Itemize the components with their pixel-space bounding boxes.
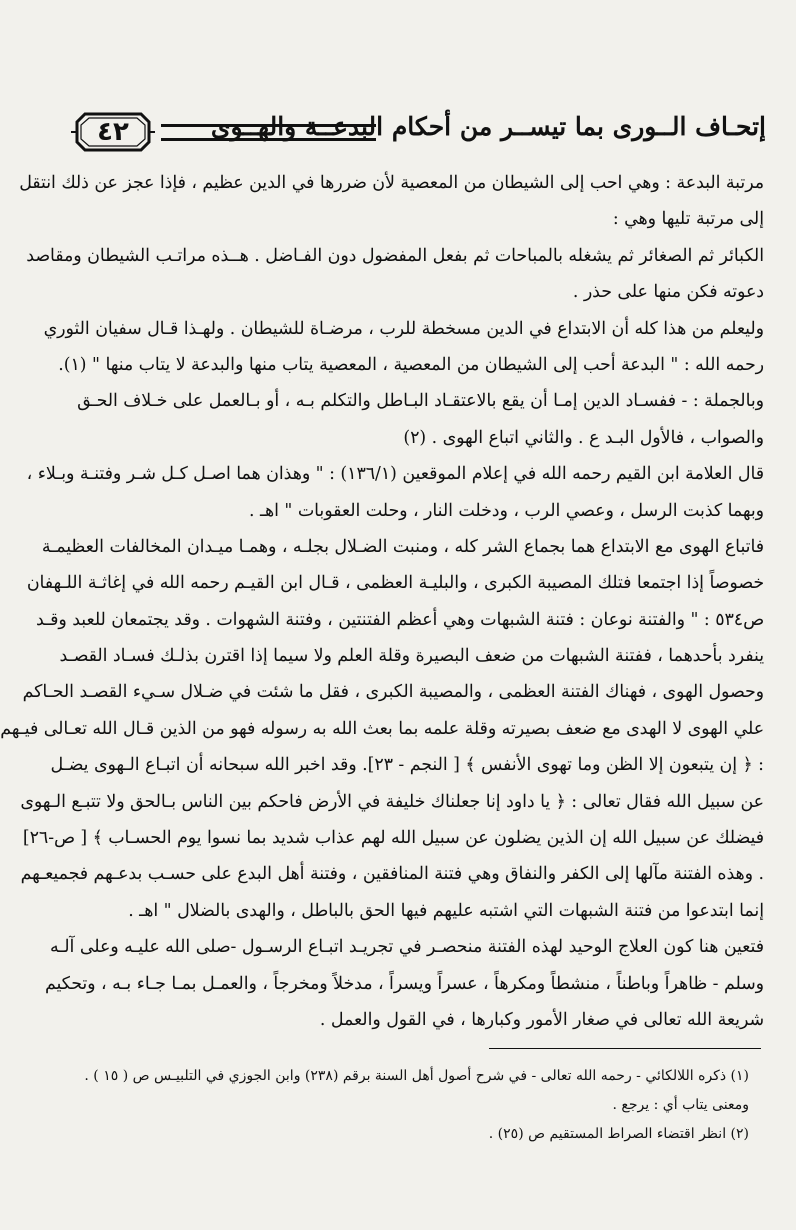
footnote-divider [489,1048,761,1049]
text-line: خصوصاً إذا اجتمعا فتلك المصيبة الكبرى ، والبليـة العظمى ، قـال ابن القيـم رحمه الله في إغاثـة اللـهفان [26,573,764,594]
text-line: إنما ابتدعوا من فتنة الشبهات التي اشتبه عليهم فيها الحق بالباطل ، والهدى بالضلال " اهـ . [128,900,764,921]
text-line: رحمه الله : " البدعة أحب إلى الشيطان من المعصية ، المعصية يتاب منها والبدعة لا يتاب منها " (١). [58,354,764,375]
text-line: وسلم - ظاهراً وباطناً ، منشطاً ومكرهاً ، عسراً ويسراً ، مدخلاً ومخرجاً ، والعمـل بمـا جـاء بـه ، وتحكيم [44,973,764,994]
text-line: فيضلك عن سبيل الله إن الذين يضلون عن سبيل الله لهم عذاب شديد بما نسوا يوم الحسـاب ﴾ [ ص-٢٦] [22,828,764,849]
text-line: فاتباع الهوى مع الابتداع هما بجماع الشر كله ، ومنبت الضـلال بجلـه ، وهمـا ميـدان المخالفات العظيمـة [41,536,764,557]
text-line: علي الهوى لا الهدى مع ضعف بصيرته وقلة علمه بما بعث الله به رسوله فهو من الذين قـال الله تعـالى فيـهم [0,718,764,739]
footnote: (٢) انظر اقتضاء الصراط المستقيم ص (٢٥) . [488,1126,749,1142]
book-title: إتحـاف الــورى بما تيســر من أحكام البدعــة والهــوى [210,112,766,141]
text-line: دعوته فكن منها على حذر . [572,282,764,303]
text-line: وليعلم من هذا كله أن الابتداع في الدين مسخطة للرب ، مرضـاة للشيطان . ولهـذا قـال سفيان الثوري [43,318,764,339]
footnote: ومعنى يتاب أي : يرجع . [612,1097,749,1113]
text-line: فتعين هنا كون العلاج الوحيد لهذه الفتنة منحصـر في تجريـد اتبـاع الرسـول -صلى الله عليـه وعلى آلـه [49,937,764,958]
text-line: ينفرد بأحدهما ، ففتنة الشبهات من ضعف البصيرة وقلة العلم ولا سيما إذا اقترن بذلـك فسـاد القصـد [59,646,764,667]
text-line: إلى مرتبة تليها وهي : [612,209,764,230]
body-text [0,165,764,1038]
text-line: مرتبة البدعة : وهي احب إلى الشيطان من المعصية لأن ضررها في الدين عظيم ، فإذا عجز عن ذلك انتقل [19,173,764,193]
text-line: وبالجملة : - ففسـاد الدين إمـا أن يقع بالاعتقـاد البـاطل والتكلم بـه ، أو بـالعمل على خـلاف الحـق [77,391,764,412]
text-line: والصواب ، فالأول البـد ع . والثاني اتباع الهوى . (٢) [403,427,764,448]
text-line: ص٥٣٤ : " والفتنة نوعان : فتنة الشبهات وهي أعظم الفتنتين ، وفتنة الشهوات . وقد يجتمعان للعبد وقـد [35,609,764,630]
text-line: . وهذه الفتنة مآلها إلى الكفر والنفاق وهي فتنة المنافقين ، وفتنة أهل البدع على حسـب بدعـهم فجميعـهم [20,864,764,885]
text-line: : ﴿ إن يتبعون إلا الظن وما تهوى الأنفس ﴾ [ النجم - ٢٣]. وقد اخبر الله سبحانه أن اتبـاع الـهوى يضـل [50,755,764,776]
page-number-badge [71,108,155,156]
text-line: وحصول الهوى ، فهناك الفتنة العظمى ، والمصيبة الكبرى ، فقل ما شئت في ضـلال سـيء القصـد الحـاكم [22,682,764,703]
text-line: وبهما كذبت الرسل ، وعصي الرب ، ودخلت النار ، وحلت العقوبات " اهـ . [248,500,764,521]
page-number: ٤٢ [97,117,129,147]
text-line: شريعة الله تعالى في صغار الأمور وكبارها ، في القول والعمل . [319,1009,764,1030]
text-line: الكبائر ثم الصغائر ثم يشغله بالمباحات ثم بفعل المفضول دون الفـاضل . هــذه مراتـب الشيطان ومقاصد [26,245,764,266]
footnotes [79,1062,749,1149]
footnote: (١) ذكره اللالكائي - رحمه الله تعالى - في شرح أصول أهل السنة برقم (٢٣٨) وابن الجوزي في التلبيـس ص ( ١٥ ) . [84,1068,749,1084]
page-header [71,108,766,156]
text-line: عن سبيل الله فقال تعالى : ﴿ يا داود إنا جعلناك خليفة في الأرض فاحكم بين الناس بـالحق ولا تتبـع الـهوى [20,791,764,812]
text-line: قال العلامة ابن القيم رحمه الله في إعلام الموقعين (١٣٦/١) : " وهذان هما اصـل كـل شـر وفتنـة وبـلاء ، [26,464,764,485]
